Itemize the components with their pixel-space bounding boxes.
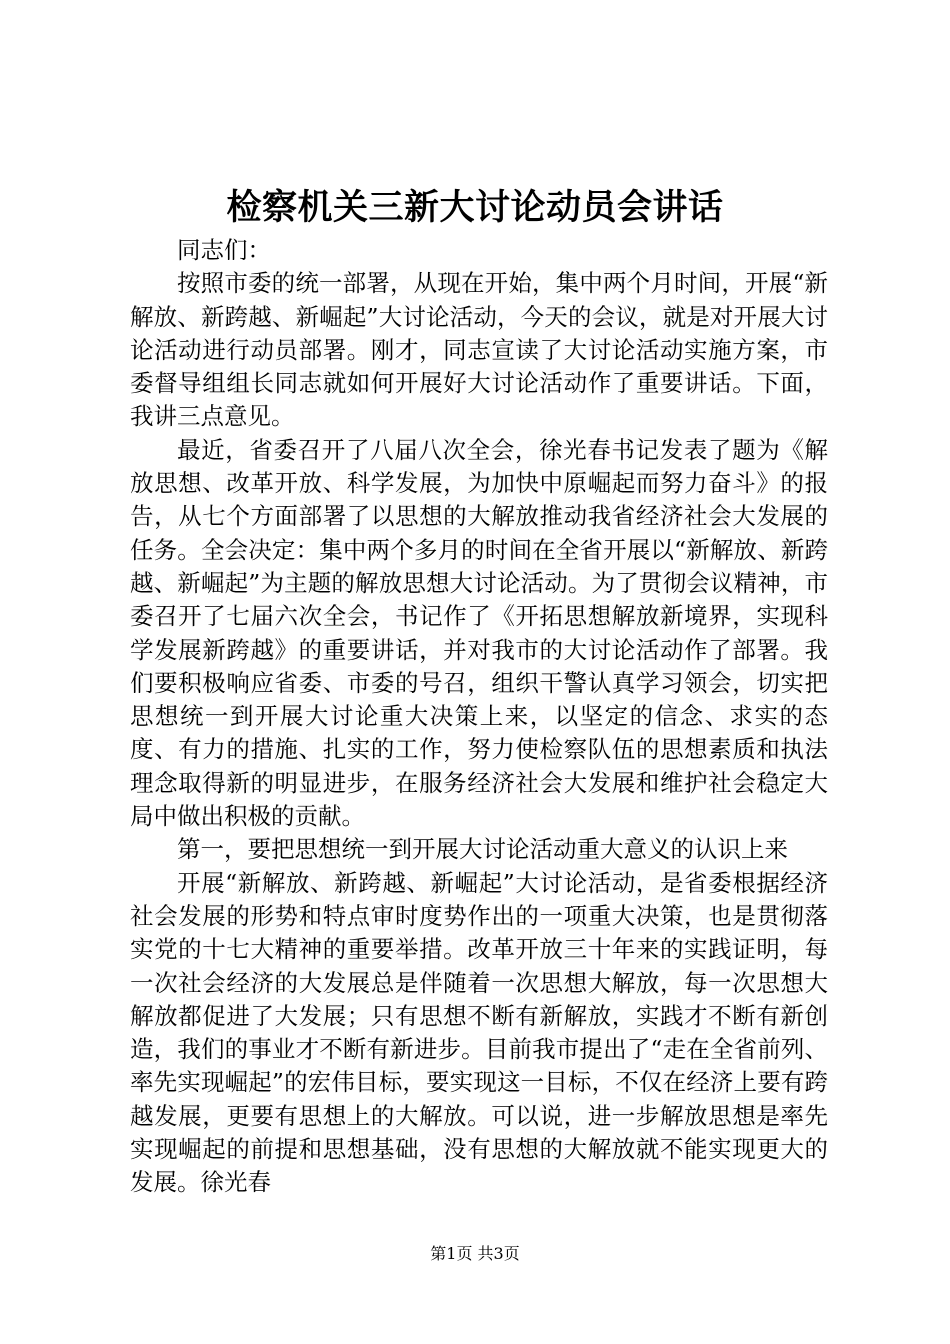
paragraph-background: 最近，省委召开了八届八次全会，徐光春书记发表了题为《解放思想、改革开放、科学发展，为加快中原崛起而努力奋斗》的报告，从七个方面部署了以思想的大解放推动我省经济社会大发展的任务。全会决定：集中两个多月的时间在全省开展以“新解放、新跨越、新崛起”为主题的解放思想大讨论活动。为了贯彻会议精神，市委召开了七届六次全会，书记作了《开拓思想解放新境界，实现科学发展新跨越》的重要讲话，并对我市的大讨论活动作了部署。我们要积极响应省委、市委的号召，组织干警认真学习领会，切实把思想统一到开展大讨论重大决策上来，以坚定的信念、求实的态度、有力的措施、扎实的工作，努力使检察队伍的思想素质和执法理念取得新的明显进步，在服务经济社会大发展和维护社会稳定大局中做出积极的贡献。 (130, 435, 828, 831)
section-heading-first: 第一，要把思想统一到开展大讨论活动重大意义的认识上来 (177, 835, 788, 864)
page-footer: 第1页 共3页 (430, 1244, 520, 1263)
document-title: 检察机关三新大讨论动员会讲话 (226, 187, 724, 228)
paragraph-intro: 按照市委的统一部署，从现在开始，集中两个月时间，开展“新解放、新跨越、新崛起”大讨论活动，今天的会议，就是对开展大讨论活动进行动员部署。刚才，同志宣读了大讨论活动实施方案，市委督导组组长同志就如何开展好大讨论活动作了重要讲话。下面，我讲三点意见。 (130, 269, 828, 431)
document-body (130, 234, 828, 1200)
paragraph-salutation: 同志们： (177, 236, 271, 264)
paragraph-significance: 开展“新解放、新跨越、新崛起”大讨论活动，是省委根据经济社会发展的形势和特点审时度势作出的一项重大决策，也是贯彻落实党的十七大精神的重要举措。改革开放三十年来的实践证明，每一次社会经济的大发展总是伴随着一次思想大解放，每一次思想大解放都促进了大发展；只有思想不断有新解放，实践才不断有新创造，我们的事业才不断有新进步。目前我市提出了“走在全省前列、率先实现崛起”的宏伟目标，要实现这一目标，不仅在经济上要有跨越发展，更要有思想上的大解放。可以说，进一步解放思想是率先实现崛起的前提和思想基础，没有思想的大解放就不能实现更大的发展。徐光春 (130, 868, 828, 1197)
